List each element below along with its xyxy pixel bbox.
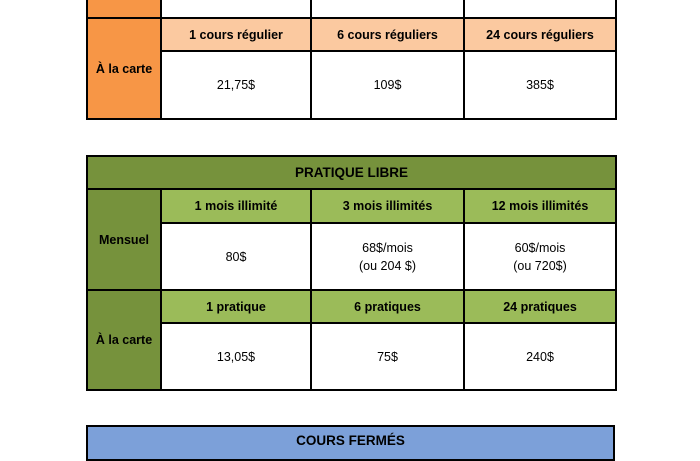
title-row xyxy=(87,156,616,189)
column-header: 6 pratiques xyxy=(311,290,464,323)
column-header: 1 pratique xyxy=(161,290,311,323)
a-la-carte-cours-table xyxy=(86,0,617,120)
column-header: 6 cours réguliers xyxy=(311,18,464,51)
price-cell: 240$ xyxy=(464,323,616,390)
title-row xyxy=(87,426,614,460)
column-header: 24 cours réguliers xyxy=(464,18,616,51)
table-title: PRATIQUE LIBRE xyxy=(87,156,616,189)
price-note: (ou 204 $) xyxy=(359,258,416,273)
price-line: 68$/mois xyxy=(362,240,413,255)
price-cell xyxy=(464,223,616,290)
price-cell: 385$ xyxy=(464,51,616,119)
column-header: 1 mois illimité xyxy=(161,189,311,223)
header-row xyxy=(87,18,616,51)
column-header: 3 mois illimités xyxy=(311,189,464,223)
column-header: 12 mois illimités xyxy=(464,189,616,223)
price-line: 60$/mois xyxy=(514,240,566,255)
price-note: (ou 720$) xyxy=(513,258,567,273)
carte-header-row xyxy=(87,290,616,323)
price-line: 80$ xyxy=(225,249,247,264)
price-row xyxy=(87,51,616,119)
cut-off-cell xyxy=(464,0,616,18)
price-cell: 109$ xyxy=(311,51,464,119)
carte-price-row xyxy=(87,323,616,390)
price-cell: 75$ xyxy=(311,323,464,390)
price-cell xyxy=(311,223,464,290)
side-label: À la carte xyxy=(87,18,161,119)
mensuel-header-row xyxy=(87,189,616,223)
price-cell: 13,05$ xyxy=(161,323,311,390)
column-header: 24 pratiques xyxy=(464,290,616,323)
side-label: À la carte xyxy=(87,290,161,390)
cut-off-cell xyxy=(311,0,464,18)
mensuel-price-row xyxy=(87,223,616,290)
cut-off-cell xyxy=(161,0,311,18)
side-label: Mensuel xyxy=(87,189,161,290)
price-cell xyxy=(161,223,311,290)
cut-off-side-cell xyxy=(87,0,161,18)
cours-fermes-table xyxy=(86,425,615,461)
pratique-libre-table xyxy=(86,155,617,391)
table-title: COURS FERMÉS xyxy=(87,426,614,460)
price-cell: 21,75$ xyxy=(161,51,311,119)
column-header: 1 cours régulier xyxy=(161,18,311,51)
cut-off-row xyxy=(87,0,616,18)
